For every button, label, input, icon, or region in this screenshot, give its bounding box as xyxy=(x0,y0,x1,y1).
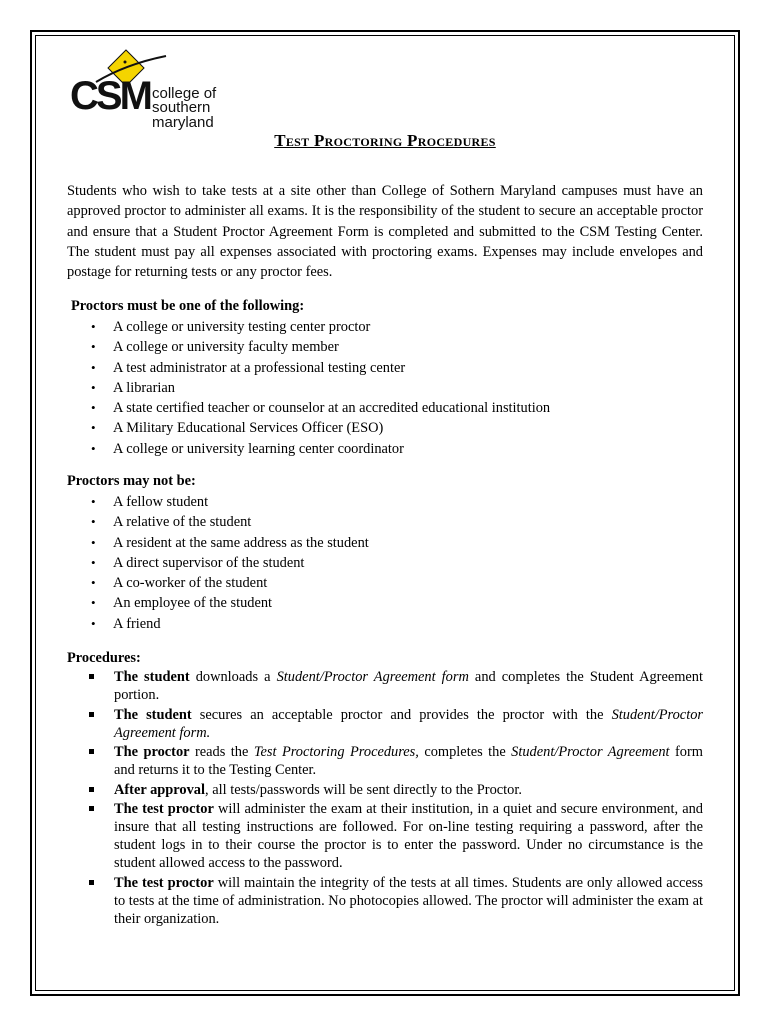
must-be-list xyxy=(91,317,691,459)
may-not-be-item: • A resident at the same address as the student xyxy=(91,533,691,553)
procedure-step-emphasis: Test Proctoring Procedures, xyxy=(253,744,419,760)
procedure-step-lead: After approval xyxy=(114,781,206,798)
may-not-be-item: • A relative of the student xyxy=(91,512,691,532)
procedure-step-lead: The test proctor xyxy=(114,874,214,891)
procedure-step: The test proctor will administer the exam at their institution, in a quiet and secure environment, and insure that all testing instructions are followed. For on-line testing requiring a password, after the student logs in to their course the proctor is to enter the password. Under no circumstance is the student allowed access to the password. xyxy=(87,800,703,872)
procedure-step-emphasis: Student/Proctor Agreement form. xyxy=(114,706,703,741)
procedure-step-lead: The proctor xyxy=(114,744,190,760)
procedure-step: The student secures an acceptable proctor and provides the proctor with the Student/Proctor Agreement form. xyxy=(87,706,703,742)
procedures-list xyxy=(87,668,703,929)
must-be-item: • A college or university faculty member xyxy=(91,337,691,357)
may-not-be-item: • A direct supervisor of the student xyxy=(91,553,691,573)
must-be-item: • A test administrator at a professional testing center xyxy=(91,358,691,378)
logo-text-line1: college of xyxy=(152,85,217,102)
must-be-item: • A librarian xyxy=(91,378,691,398)
must-be-heading: Proctors must be one of the following: xyxy=(71,298,305,314)
procedure-step-lead: The student xyxy=(114,669,190,685)
procedures-heading: Procedures: xyxy=(67,650,141,666)
must-be-item: • A college or university testing center proctor xyxy=(91,317,691,337)
procedure-step-emphasis: Student/Proctor Agreement form xyxy=(276,669,469,685)
intro-paragraph: Students who wish to take tests at a site other than College of Sothern Maryland campuses must have an approved proctor to administer all exams. It is the responsibility of the student to secure an acceptable proctor and ensure that a Student Proctor Agreement Form is completed and submitted to the CSM Testing Center. The student must pay all expenses associated with proctoring exams. Expenses may include envelopes and postage for returning tests or any proctor fees. xyxy=(67,183,703,281)
must-be-item: • A college or university learning center coordinator xyxy=(91,439,691,459)
procedure-step-emphasis: Student/Proctor Agreement xyxy=(511,744,670,760)
procedure-step: The test proctor will maintain the integrity of the tests at all times. Students are only allowed access to tests at the time of administration. No photocopies allowed. The proctor will administer the exam at their organization. xyxy=(87,874,703,928)
may-not-be-item: • An employee of the student xyxy=(91,593,691,613)
must-be-item: • A Military Educational Services Officer (ESO) xyxy=(91,418,691,438)
procedure-step: After approval, all tests/passwords will be sent directly to the Proctor. xyxy=(87,781,703,799)
may-not-be-item: • A co-worker of the student xyxy=(91,573,691,593)
logo-mark: CSM xyxy=(70,74,150,118)
procedure-step: The proctor reads the Test Proctoring Procedures, completes the Student/Proctor Agreement form and returns it to the Testing Center. xyxy=(87,743,703,779)
document-title: Test Proctoring Procedures xyxy=(274,131,496,150)
may-not-be-item: • A fellow student xyxy=(91,492,691,512)
may-not-be-item: • A friend xyxy=(91,614,691,634)
must-be-item: • A state certified teacher or counselor at an accredited educational institution xyxy=(91,398,691,418)
logo-text-line2: southern maryland xyxy=(152,99,214,131)
procedure-step-lead: The test proctor xyxy=(114,801,214,817)
procedure-step: The student downloads a Student/Proctor Agreement form and completes the Student Agreement portion. xyxy=(87,668,703,704)
may-not-be-heading: Proctors may not be: xyxy=(67,473,196,489)
csm-logo xyxy=(66,44,276,131)
may-not-be-list xyxy=(91,492,691,634)
procedure-step-lead: The student xyxy=(114,706,192,723)
